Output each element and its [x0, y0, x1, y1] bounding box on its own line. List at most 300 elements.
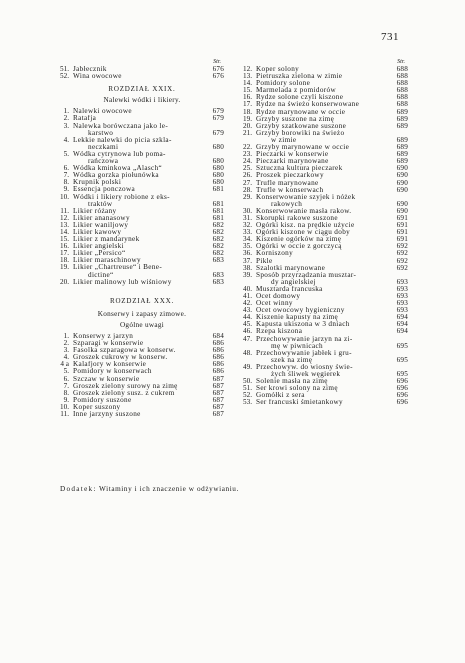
toc-entry [243, 328, 408, 335]
entry-title: Grzyby marynowane w occie [256, 144, 350, 152]
entry-page: 694 [396, 313, 408, 322]
entry-title: Essencja ponczowa [73, 186, 136, 194]
entry-number: 8. [63, 178, 69, 187]
entry-page: 688 [396, 79, 408, 88]
chapter-heading: ROZDZIAŁ XXIX. [108, 85, 176, 94]
entry-number: 1. [63, 107, 69, 116]
entry-title: Ratafja [73, 115, 97, 123]
entry-number: 18. [243, 107, 252, 116]
entry-title: Szparagi w konserwie [73, 340, 144, 348]
toc-entry [60, 340, 224, 347]
entry-title: Marmelada z pomidorów [256, 87, 337, 95]
entry-title: mę w piwnicach [271, 342, 324, 350]
entry-title: Likier „Persico“ [73, 250, 126, 258]
toc-entry [243, 236, 408, 243]
entry-title: dictine“ [88, 271, 114, 279]
toc-entry [243, 314, 408, 321]
entry-number: 17. [60, 249, 69, 258]
entry-number: 14. [60, 227, 69, 236]
entry-title: Likier maraschinowy [73, 257, 141, 265]
entry-page: 694 [396, 327, 408, 336]
entry-title: Ocet domowy [256, 293, 301, 300]
entry-page: 696 [396, 384, 408, 393]
entry-page: 689 [396, 157, 408, 166]
entry-page: 687 [212, 374, 224, 383]
entry-number: 15. [60, 235, 69, 244]
toc-entry [60, 172, 224, 179]
toc-entry [243, 265, 408, 272]
toc-entry [60, 243, 224, 250]
entry-number: 16. [243, 93, 252, 102]
entry-number: 6. [63, 164, 69, 173]
entry-title: Likier angielski [73, 243, 124, 251]
toc-entry [60, 66, 224, 73]
entry-page: 688 [396, 86, 408, 95]
entry-page: 691 [396, 213, 408, 222]
entry-title: Pietruszka zielona w zimie [256, 73, 343, 81]
toc-entry-continuation [60, 272, 224, 279]
entry-title: Pieczarki w konserwie [256, 151, 329, 159]
entry-page: 690 [396, 185, 408, 194]
entry-page: 687 [212, 395, 224, 404]
entry-title: Likier kawowy [73, 228, 122, 236]
entry-page: 681 [212, 185, 224, 194]
entry-title: Pieczarki marynowane [256, 158, 329, 166]
entry-title: Likier z mandarynek [73, 236, 140, 244]
entry-number: 35. [243, 242, 252, 251]
entry-page: 688 [396, 65, 408, 73]
entry-page: 686 [212, 367, 224, 376]
entry-number: 22. [243, 143, 252, 152]
entry-page: 688 [396, 72, 408, 81]
entry-number: 28. [243, 185, 252, 194]
entry-page: 689 [396, 143, 408, 152]
toc-entry [243, 94, 408, 101]
toc-entry [60, 264, 224, 271]
toc-entry [243, 80, 408, 87]
entry-title: Nalewka borówczana jako le- [73, 122, 169, 130]
entry-number: 39. [243, 270, 252, 279]
entry-title: Konserwowanie masła rakow. [256, 207, 352, 215]
entry-number: 2. [63, 339, 69, 348]
entry-page: 687 [212, 388, 224, 397]
entry-title: w zimie [271, 136, 297, 144]
toc-entry-continuation [243, 137, 408, 144]
entry-page: 688 [396, 93, 408, 102]
entry-title: Gomółki z sera [256, 392, 305, 400]
entry-title: Przechowywanie jabłek i gru- [256, 349, 352, 357]
toc-entry [243, 399, 408, 406]
entry-page: 683 [212, 277, 224, 286]
toc-entry [243, 300, 408, 307]
entry-page: 680 [212, 164, 224, 173]
toc-entry [60, 194, 224, 201]
toc-entry [60, 257, 224, 264]
entry-page: 680 [212, 157, 224, 166]
entry-page: 687 [212, 410, 224, 419]
entry-page: 693 [396, 284, 408, 293]
toc-entry [60, 222, 224, 229]
entry-title: karstwo [88, 129, 114, 137]
entry-number: 20. [60, 277, 69, 286]
entry-title: Grzyby szatkowane suszone [256, 122, 347, 130]
entry-page: 695 [396, 341, 408, 350]
toc-entry-continuation [243, 279, 408, 286]
toc-entries-chapter-29 [60, 108, 224, 285]
entry-number: 30. [243, 206, 252, 215]
entry-title: Ogórki kisz. na prędkie użycie [256, 222, 355, 230]
entry-number: 53. [243, 398, 252, 407]
entry-page: 691 [396, 228, 408, 237]
entry-number: 9. [63, 395, 69, 404]
entry-title: Pomidory suszone [73, 396, 132, 404]
entry-page: 693 [396, 277, 408, 286]
entry-page: 695 [396, 370, 408, 379]
toc-entry [243, 350, 408, 357]
toc-entry [60, 411, 224, 418]
entry-title: Proszek pieczarkowy [256, 172, 324, 180]
entry-page: 696 [396, 391, 408, 400]
entry-title: Wódki i likiery robione z eks- [73, 193, 170, 201]
entry-page: 690 [396, 206, 408, 215]
entry-number: 52. [60, 72, 69, 81]
entry-title: Kiszenie ogórków na zimę [256, 236, 342, 244]
toc-entry [60, 123, 224, 130]
toc-entry [60, 73, 224, 80]
entry-title: Likier ananasowy [73, 214, 130, 222]
toc-entry [60, 368, 224, 375]
chapter-heading: ROZDZIAŁ XXX. [109, 296, 175, 305]
toc-entry [60, 215, 224, 222]
entry-page: 679 [212, 128, 224, 137]
entry-page: 681 [212, 213, 224, 222]
entry-page: 689 [396, 121, 408, 130]
entry-title: Rzepa kiszona [256, 328, 303, 336]
entry-number: 9. [63, 185, 69, 194]
entry-number: 38. [243, 263, 252, 272]
entry-number: 49. [243, 362, 252, 371]
toc-entry [243, 364, 408, 371]
entry-title: Grzyby borowiki na świeżo [256, 129, 345, 137]
entry-title: Likier malinowy lub wiśniowy [73, 278, 172, 286]
entry-number: 42. [243, 299, 252, 308]
entry-title: Krupnik polski [73, 179, 122, 187]
entry-title: Trufle w konserwach [256, 186, 324, 194]
toc-entry [243, 243, 408, 250]
toc-entry [243, 66, 408, 73]
toc-entry [60, 333, 224, 340]
entry-page: 686 [212, 353, 224, 362]
entry-number: 10. [60, 192, 69, 201]
toc-entry [60, 108, 224, 115]
toc-entry-continuation [243, 371, 408, 378]
toc-entry-continuation [60, 130, 224, 137]
entry-page: 682 [212, 249, 224, 258]
toc-entry [243, 151, 408, 158]
entry-number: 7. [63, 171, 69, 180]
entry-number: 20. [243, 121, 252, 130]
entry-number: 31. [243, 213, 252, 222]
entry-title: Rydze solone czyli kiszone [256, 94, 344, 102]
toc-entries-chapter-30-continued [243, 66, 408, 407]
entry-title: Skorupki rakowe suszone [256, 214, 338, 222]
entry-title: Ogórki kiszone w ciągu doby [256, 229, 351, 237]
entry-number: 12. [243, 65, 252, 73]
entry-page: 686 [212, 360, 224, 369]
entry-page: 690 [396, 199, 408, 208]
entry-title: Wina owocowe [73, 73, 122, 81]
entry-title: Ocet owocowy hygieniczny [256, 307, 345, 315]
entry-number: 2. [63, 114, 69, 123]
entry-title: szek na zimę [271, 356, 313, 364]
entry-title: rakowych [271, 200, 303, 208]
entry-page: 687 [212, 402, 224, 411]
entry-title: Wódka kminkowa „Alasch“ [73, 165, 163, 173]
entry-number: 19. [60, 263, 69, 272]
toc-entry [243, 172, 408, 179]
entry-page: 692 [396, 263, 408, 272]
entry-number: 12. [60, 213, 69, 222]
toc-entry-continuation [243, 201, 408, 208]
entry-number: 4 a [60, 360, 69, 369]
entry-number: 4. [63, 135, 69, 144]
entry-title: Groszek zielony surowy na zimę [73, 382, 178, 390]
entry-number: 10. [60, 402, 69, 411]
entry-title: traktów [88, 200, 113, 208]
toc-entry [60, 347, 224, 354]
entry-page: 695 [396, 355, 408, 364]
toc-entry-continuation [60, 144, 224, 151]
entry-number: 29. [243, 192, 252, 201]
entry-title: Kiszenie kapusty na zimę [256, 314, 339, 322]
entry-page: 690 [396, 171, 408, 180]
entry-title: Rydze na świeżo konserwowane [256, 101, 360, 109]
entry-title: Likier waniljowy [73, 221, 129, 229]
toc-entry [243, 215, 408, 222]
entry-number: 27. [243, 178, 252, 187]
entry-number: 11. [60, 206, 69, 215]
appendix-label: Dodatek: [60, 485, 97, 493]
entry-page: 684 [212, 332, 224, 340]
entry-number: 43. [243, 306, 252, 315]
appendix-text: Witaminy i ich znaczenie w odżywianiu. [99, 485, 239, 493]
entry-title: Konserwy z jarzyn [73, 333, 134, 340]
toc-right-column [243, 58, 408, 407]
entry-number: 6. [63, 374, 69, 383]
chapter-subheading-general: Ogólne uwagi [119, 320, 165, 329]
entry-title: dy angielskiej [271, 278, 317, 286]
page-number: 731 [381, 31, 399, 43]
entry-title: Wódka gorzka piołunówka [73, 172, 159, 180]
page-column-header: Str. [213, 59, 221, 65]
entry-title: Lekkie nalewki do picia szkla- [73, 136, 172, 144]
entry-number: 46. [243, 327, 252, 336]
toc-entry [60, 229, 224, 236]
entry-page: 689 [396, 107, 408, 116]
entry-number: 5. [63, 149, 69, 158]
toc-entry [60, 354, 224, 361]
toc-entry [60, 404, 224, 411]
entry-page: 691 [396, 235, 408, 244]
toc-entry [243, 307, 408, 314]
entry-title: Inne jarzyny suszone [73, 411, 141, 419]
entry-page: 692 [396, 249, 408, 258]
entry-number: 21. [243, 128, 252, 137]
toc-entry [243, 109, 408, 116]
entry-number: 26. [243, 171, 252, 180]
toc-entry [243, 321, 408, 328]
toc-left-column [60, 58, 224, 418]
entry-page: 688 [396, 100, 408, 109]
entry-number: 40. [243, 284, 252, 293]
entry-page: 696 [396, 377, 408, 386]
entry-number: 8. [63, 388, 69, 397]
entry-title: Sztuczna kultura pieczarek [256, 165, 343, 173]
entry-title: Ser francuski śmietankowy [256, 399, 343, 407]
entry-page: 682 [212, 235, 224, 244]
entry-number: 13. [243, 72, 252, 81]
entry-title: Jabłecznik [73, 66, 107, 73]
toc-entry-continuation [60, 201, 224, 208]
entry-title: Konserwowanie szyjek i nóżek [256, 193, 356, 201]
entry-title: Kalafjory w konserwie [73, 361, 147, 369]
entry-title: Fasolka szparagowa w konserw. [73, 347, 176, 355]
entry-page: 689 [396, 135, 408, 144]
toc-entry [60, 376, 224, 383]
entry-title: Koper suszony [73, 403, 121, 411]
toc-entry [60, 250, 224, 257]
entry-number: 34. [243, 235, 252, 244]
entry-title: Likier różany [73, 207, 117, 215]
entry-title: Likier „Chartreuse“ i Bene- [73, 264, 163, 272]
entry-page: 676 [212, 72, 224, 81]
toc-entry [243, 286, 408, 293]
entry-page: 693 [396, 306, 408, 315]
toc-entry [60, 186, 224, 193]
toc-entry [60, 137, 224, 144]
toc-entry [243, 229, 408, 236]
entry-title: Pikle [256, 257, 273, 265]
toc-entry [243, 87, 408, 94]
entry-page: 680 [212, 178, 224, 187]
toc-entry-continuation [243, 357, 408, 364]
toc-entry [60, 151, 224, 158]
entry-page: 682 [212, 220, 224, 229]
entry-number: 3. [63, 121, 69, 130]
toc-entry [60, 115, 224, 122]
entry-title: Groszek cukrowy w konserw. [73, 354, 168, 362]
entry-title: Rydze marynowane w occie [256, 108, 346, 116]
toc-entry [243, 73, 408, 80]
entry-number: 50. [243, 377, 252, 386]
chapter-subheading: Nalewki wódki i likiery. [103, 96, 181, 105]
toc-entry [243, 187, 408, 194]
entry-number: 16. [60, 242, 69, 251]
entry-page: 676 [212, 65, 224, 73]
entry-title: Nalewki owocowe [73, 108, 132, 116]
entry-page: 696 [396, 398, 408, 407]
toc-entry [243, 158, 408, 165]
entry-page: 690 [396, 164, 408, 173]
entry-page: 692 [396, 256, 408, 265]
entry-page: 686 [212, 346, 224, 355]
toc-entry [243, 101, 408, 108]
toc-entry [243, 123, 408, 130]
entry-title: Ocet winny [256, 300, 293, 308]
entry-number: 45. [243, 320, 252, 329]
entry-title: Szalotki marynowane [256, 264, 326, 272]
entry-title: Ser krowi solony na zimę [256, 385, 338, 393]
entry-page: 686 [212, 339, 224, 348]
toc-entry [243, 258, 408, 265]
entry-title: Pomidory w konserwach [73, 368, 152, 376]
toc-entries-chapter-30 [60, 333, 224, 418]
entry-page: 689 [396, 114, 408, 123]
entry-title: neczkami [88, 143, 119, 151]
toc-entry [243, 116, 408, 123]
toc-entry [60, 165, 224, 172]
entry-title: Musztarda francuska [256, 285, 323, 293]
toc-entry [60, 236, 224, 243]
toc-entry [60, 279, 224, 286]
chapter-subheading: Konserwy i zapasy zimowe. [97, 309, 187, 318]
entry-number: 3. [63, 346, 69, 355]
page-column-header: Str. [397, 59, 405, 65]
entry-page: 694 [396, 320, 408, 329]
entry-page: 690 [396, 178, 408, 187]
entry-number: 7. [63, 381, 69, 390]
entry-number: 4. [63, 353, 69, 362]
entry-number: 52. [243, 391, 252, 400]
toc-entry [60, 361, 224, 368]
entry-title: Korniszony [256, 250, 294, 258]
entry-title: Szczaw w konserwie [73, 375, 140, 383]
entry-page: 680 [212, 171, 224, 180]
entry-page: 683 [212, 270, 224, 279]
entry-title: Grzyby suszone na zimę [256, 115, 335, 123]
toc-entry [60, 208, 224, 215]
entry-page: 681 [212, 199, 224, 208]
entry-number: 17. [243, 100, 252, 109]
entry-title: żych śliwek węgierek [271, 371, 341, 379]
toc-entry [243, 272, 408, 279]
entry-title: Kapusta ukiszona w 3 dniach [256, 321, 350, 329]
toc-entry [243, 385, 408, 392]
toc-entry [60, 179, 224, 186]
toc-entry [243, 144, 408, 151]
entry-number: 37. [243, 256, 252, 265]
toc-entry [243, 194, 408, 201]
entry-title: Ogórki w occie z gorczycą [256, 243, 342, 251]
entry-page: 689 [396, 150, 408, 159]
entry-title: Koper solony [256, 66, 300, 73]
entry-title: Przechowywanie jarzyn na zi- [256, 335, 353, 343]
entry-page: 687 [212, 381, 224, 390]
entry-number: 48. [243, 348, 252, 357]
entry-title: Wódka cytrynowa lub poma- [73, 150, 166, 158]
toc-entry-continuation [243, 343, 408, 350]
entry-number: 24. [243, 157, 252, 166]
entry-page: 679 [212, 114, 224, 123]
entry-title: Pomidory solone [256, 80, 311, 88]
toc-entry-continuation [60, 158, 224, 165]
toc-entry [243, 392, 408, 399]
entry-number: 33. [243, 228, 252, 237]
entry-number: 5. [63, 367, 69, 376]
entry-page: 683 [212, 256, 224, 265]
entry-title: Trufle marynowane [256, 179, 319, 187]
entry-number: 51. [243, 384, 252, 393]
